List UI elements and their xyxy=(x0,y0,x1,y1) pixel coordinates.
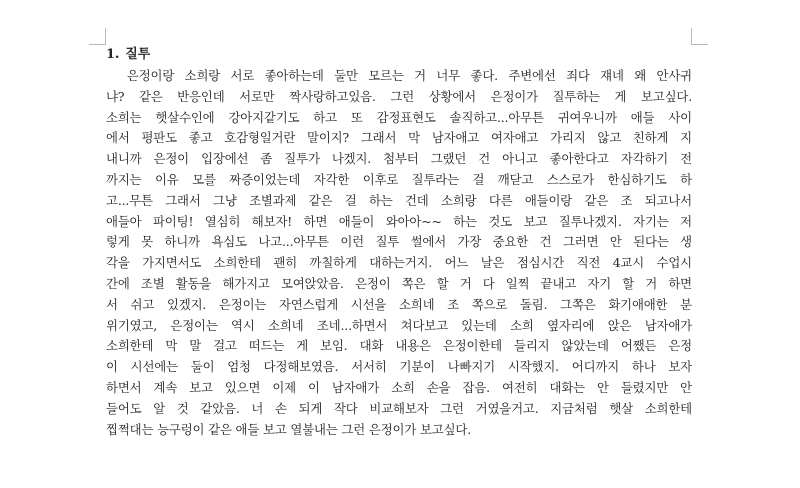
text-line: 하면서 계속 보고 있으면 이제 이 남자애가 소희 손을 잡음. 여전히 대화는 안 들렸지만 안 xyxy=(106,379,692,395)
text-line: 소희는 햇살수인에 강아지같기도 하고 또 감정표현도 솔직하고...아무튼 귀여우니까 애들 사이 xyxy=(106,109,692,125)
text-line: 내니까 은정이 입장에선 좀 질투가 나겠지. 첨부터 그랬던 건 아니고 좋아한다고 자각하기 전 xyxy=(106,151,692,167)
text-line: 각을 가지면서도 소희한테 괜히 까칠하게 대하는거지. 어느 날은 점심시간 직전 4교시 수업시 xyxy=(106,255,692,271)
text-line: 애들아 파이팅! 열심히 해보자! 하면 애들이 와아아~~ 하는 것도 보고 질투나겠지. 자기는 저 xyxy=(106,213,692,229)
crop-mark-top-right xyxy=(691,28,708,45)
text-line: 이 시선에는 둘이 엄청 다정해보였음. 서서히 기분이 나빠지기 시작했지. 어디까지 하나 보자 xyxy=(106,359,692,375)
text-line: 에서 평판도 좋고 호감형일거란 말이지? 그래서 막 남자애고 여자애고 가리지 않고 친하게 지 xyxy=(106,130,692,146)
text-line: 간에 조별 활동을 해가지고 모여앉았음. 은정이 쪽은 할 거 다 일찍 끝내고 자기 할 거 하면 xyxy=(106,275,692,291)
body-paragraph xyxy=(106,66,692,440)
text-line: 렇게 못 하니까 욕심도 나고...아무튼 이런 질투 썰에서 가장 중요한 건 그러면 안 된다는 생 xyxy=(106,234,692,250)
text-line: 서 쉬고 있겠지. 은정이는 자연스럽게 시선을 소희네 조 쪽으로 돌림. 그쪽은 화기애애한 분 xyxy=(106,296,692,312)
text-line: 들어도 알 것 같았음. 너 손 되게 작다 비교해보자 그런 거였을거고. 지금처럼 햇살 소희한테 xyxy=(106,400,692,416)
text-line: 까지는 이유 모를 짜증이었는데 자각한 이후로 질투라는 걸 깨닫고 스스로가 한심하기도 하 xyxy=(106,171,692,187)
text-line: 소희한테 막 말 걸고 떠드는 게 보임. 대화 내용은 은정이한테 들리지 않았는데 어쨌든 은정 xyxy=(106,338,692,354)
text-line: 찝쩍대는 능구렁이 같은 애들 보고 열불내는 그런 은정이가 보고싶다. xyxy=(106,421,472,437)
section-number: 1. xyxy=(106,47,120,62)
document-body[interactable] xyxy=(106,44,692,440)
text-line: 냐? 같은 반응인데 서로만 짝사랑하고있음. 그런 상황에서 은정이가 질투하는 게 보고싶다. xyxy=(106,88,692,104)
text-line: 은정이랑 소희랑 서로 좋아하는데 둘만 모르는 거 너무 좋다. 주변에선 죄다 쟤네 왜 안사귀 xyxy=(106,68,692,83)
section-title: 질투 xyxy=(125,47,151,62)
text-line: 고...무튼 그래서 그냥 조별과제 같은 걸 하는 건데 소희랑 다른 애들이랑 같은 조 되고나서 xyxy=(106,192,692,208)
crop-mark-top-left xyxy=(89,28,106,45)
text-line: 위기였고, 은정이는 역시 소희네 조네...하면서 쳐다보고 있는데 소희 옆자리에 앉은 남자애가 xyxy=(106,317,692,333)
section-heading xyxy=(106,44,692,66)
